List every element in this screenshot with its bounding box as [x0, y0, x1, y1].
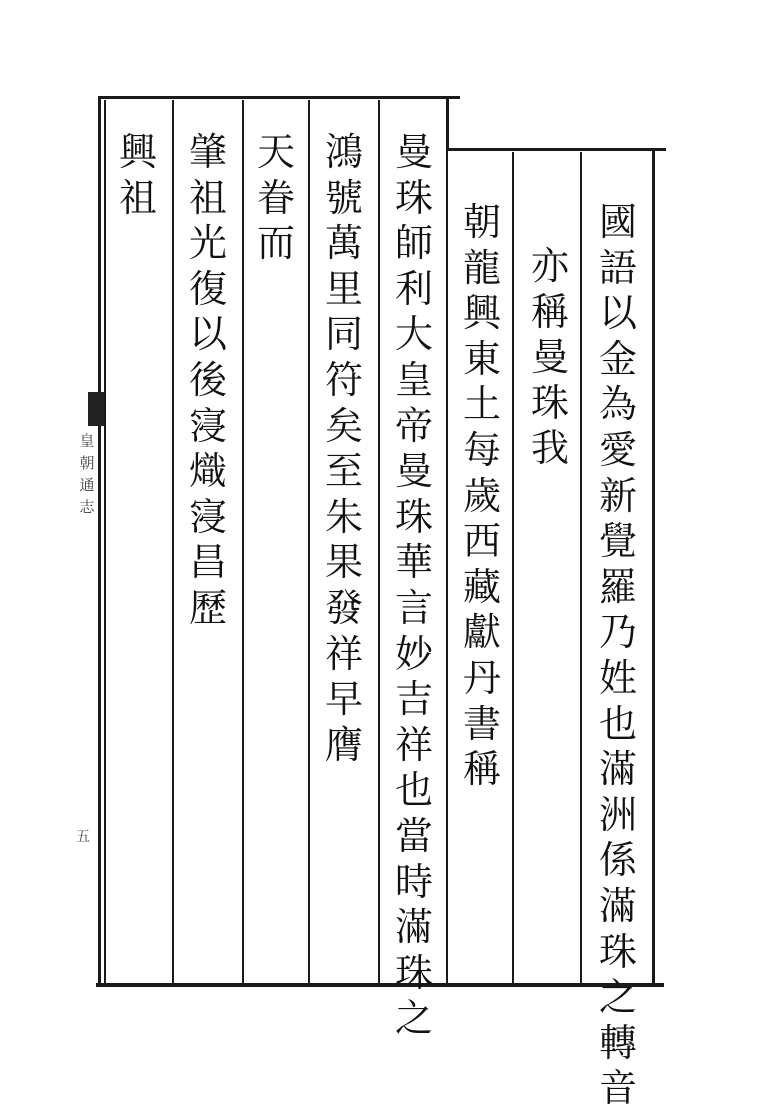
glyph: 西 [462, 519, 501, 564]
glyph: 每 [462, 427, 501, 472]
glyph: 丹 [462, 655, 501, 700]
glyph: 歷 [188, 585, 227, 630]
glyph: 興 [118, 130, 157, 174]
glyph: 時 [394, 859, 433, 904]
glyph: 復 [188, 266, 227, 311]
glyph: 珠 [394, 175, 433, 220]
text-column-3 [452, 200, 512, 793]
column-rule [378, 100, 380, 984]
glyph: 羅 [598, 564, 637, 609]
glyph: 寖 [188, 494, 227, 539]
glyph: 興 [462, 291, 501, 336]
glyph: 珠 [598, 929, 637, 974]
glyph: 語 [598, 245, 637, 290]
glyph: 吉 [394, 677, 433, 722]
column-rule [446, 150, 448, 984]
glyph: 獻 [462, 610, 501, 655]
glyph: 而 [256, 221, 295, 266]
column-rule [308, 100, 310, 984]
glyph: 珠 [394, 950, 433, 995]
glyph: 帝 [394, 403, 433, 448]
page-number: 五 [76, 829, 90, 845]
glyph: 亦 [530, 244, 569, 288]
glyph: 龍 [462, 245, 501, 290]
glyph: 以 [188, 312, 227, 357]
glyph: 轉 [598, 1020, 637, 1065]
glyph: 膺 [324, 722, 363, 767]
glyph: 朝 [462, 200, 501, 244]
glyph: 愛 [598, 427, 637, 472]
glyph: 利 [394, 266, 433, 311]
glyph: 妙 [394, 631, 433, 676]
glyph: 師 [394, 221, 433, 266]
glyph: 書 [462, 701, 501, 746]
glyph: 同 [324, 312, 363, 357]
margin-glyph: 皇 [79, 432, 95, 450]
glyph: 果 [324, 540, 363, 585]
glyph: 藏 [462, 564, 501, 609]
glyph: 金 [598, 336, 637, 381]
glyph: 東 [462, 336, 501, 381]
frame-left [98, 96, 101, 986]
glyph: 大 [394, 312, 433, 357]
glyph: 係 [598, 838, 637, 883]
glyph: 當 [394, 813, 433, 858]
text-column-8 [108, 130, 168, 221]
column-rule [580, 152, 582, 984]
glyph: 里 [324, 266, 363, 311]
glyph: 祖 [118, 175, 157, 220]
glyph: 祥 [324, 631, 363, 676]
glyph: 皇 [394, 357, 433, 402]
glyph: 滿 [394, 905, 433, 950]
glyph: 覺 [598, 519, 637, 564]
glyph: 洲 [598, 792, 637, 837]
glyph: 也 [394, 768, 433, 813]
glyph: 號 [324, 175, 363, 220]
glyph: 曼 [530, 335, 569, 380]
glyph: 祥 [394, 722, 433, 767]
margin-glyph: 朝 [79, 454, 95, 472]
column-rule [172, 100, 174, 984]
glyph: 珠 [530, 380, 569, 425]
glyph: 肇 [188, 130, 227, 174]
frame-top-left [100, 96, 460, 99]
glyph: 以 [598, 291, 637, 336]
glyph: 眷 [256, 175, 295, 220]
text-column-7 [178, 130, 238, 632]
glyph: 姓 [598, 655, 637, 700]
glyph: 言 [394, 585, 433, 630]
glyph: 乃 [598, 610, 637, 655]
text-column-6 [246, 130, 306, 267]
glyph: 符 [324, 357, 363, 402]
glyph: 寖 [188, 403, 227, 448]
glyph: 後 [188, 357, 227, 402]
margin-title [74, 430, 100, 518]
glyph: 也 [598, 701, 637, 746]
glyph: 至 [324, 449, 363, 494]
frame-right [652, 148, 655, 986]
glyph: 天 [256, 130, 295, 174]
glyph: 滿 [598, 747, 637, 792]
glyph: 曼 [394, 130, 433, 174]
margin-glyph: 志 [79, 498, 95, 516]
text-column-4 [384, 130, 444, 1042]
glyph: 新 [598, 473, 637, 518]
glyph: 我 [530, 426, 569, 471]
glyph: 滿 [598, 883, 637, 928]
glyph: 土 [462, 382, 501, 427]
glyph: 為 [598, 382, 637, 427]
glyph: 矣 [324, 403, 363, 448]
glyph: 音 [598, 1066, 637, 1111]
glyph: 發 [324, 585, 363, 630]
glyph: 朱 [324, 494, 363, 539]
frame-top-right [446, 148, 666, 151]
glyph: 熾 [188, 449, 227, 494]
glyph: 早 [324, 677, 363, 722]
glyph: 國 [598, 200, 637, 244]
glyph: 之 [598, 975, 637, 1020]
text-column-1 [588, 200, 648, 1112]
glyph: 曼 [394, 449, 433, 494]
text-column-5 [314, 130, 374, 768]
margin-glyph: 通 [79, 476, 95, 494]
glyph: 鴻 [324, 130, 363, 174]
text-column-2 [520, 244, 580, 472]
glyph: 祖 [188, 175, 227, 220]
glyph: 稱 [462, 747, 501, 792]
glyph: 華 [394, 540, 433, 585]
glyph: 稱 [530, 289, 569, 334]
frame-step-vertical [446, 96, 449, 150]
glyph: 光 [188, 221, 227, 266]
glyph: 萬 [324, 221, 363, 266]
glyph: 之 [394, 996, 433, 1041]
glyph: 珠 [394, 494, 433, 539]
frame-bottom [96, 983, 664, 987]
glyph: 昌 [188, 540, 227, 585]
glyph: 歲 [462, 473, 501, 518]
fish-tail-mark [88, 392, 104, 426]
column-rule [512, 152, 514, 984]
column-rule [242, 100, 244, 984]
column-rule [104, 100, 106, 984]
